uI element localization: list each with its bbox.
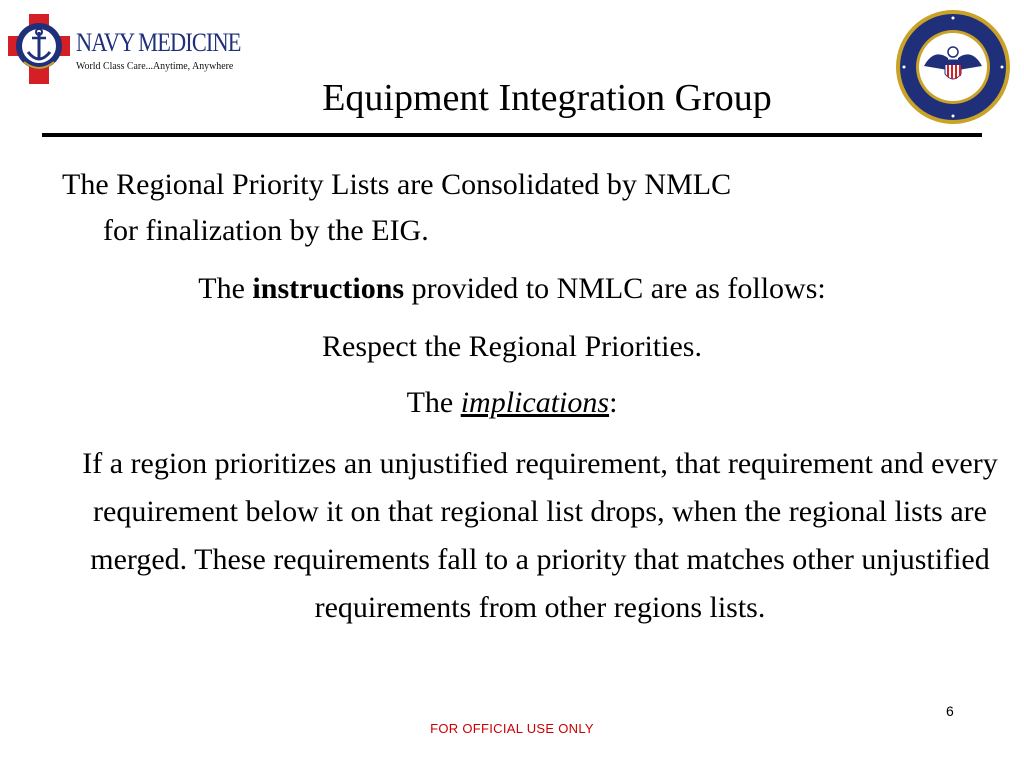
slide-title: Equipment Integration Group [322, 77, 772, 119]
classification-label: FOR OFFICIAL USE ONLY [430, 721, 594, 736]
instructions-line [0, 266, 1024, 312]
implication-paragraph: If a region prioritizes an unjustified requirement, that requirement and every requirement below it on that regional list drops, when the regional lists are merged. These requirements fall to a priority that matches other unjustified requirements from other regions lists. [82, 447, 998, 624]
instructions-prefix: The [198, 272, 245, 305]
implications-line [0, 380, 1024, 426]
respect-line: Respect the Regional Priorities. [322, 330, 702, 363]
implications-word: implications [460, 386, 610, 419]
page-number: 6 [946, 703, 954, 719]
implications-colon: : [609, 386, 618, 419]
para1-line1: The Regional Priority Lists are Consolidated by NMLC [62, 168, 732, 201]
instructions-suffix: provided to NMLC are as follows: [411, 272, 826, 305]
instructions-bold: instructions [252, 272, 405, 305]
logo-name: NAVY MEDICINE [76, 28, 241, 57]
para1-line2: for finalization by the EIG. [103, 214, 429, 247]
title-divider [42, 133, 982, 137]
implications-prefix: The [406, 386, 454, 419]
logo-tagline: World Class Care...Anytime, Anywhere [76, 60, 234, 72]
